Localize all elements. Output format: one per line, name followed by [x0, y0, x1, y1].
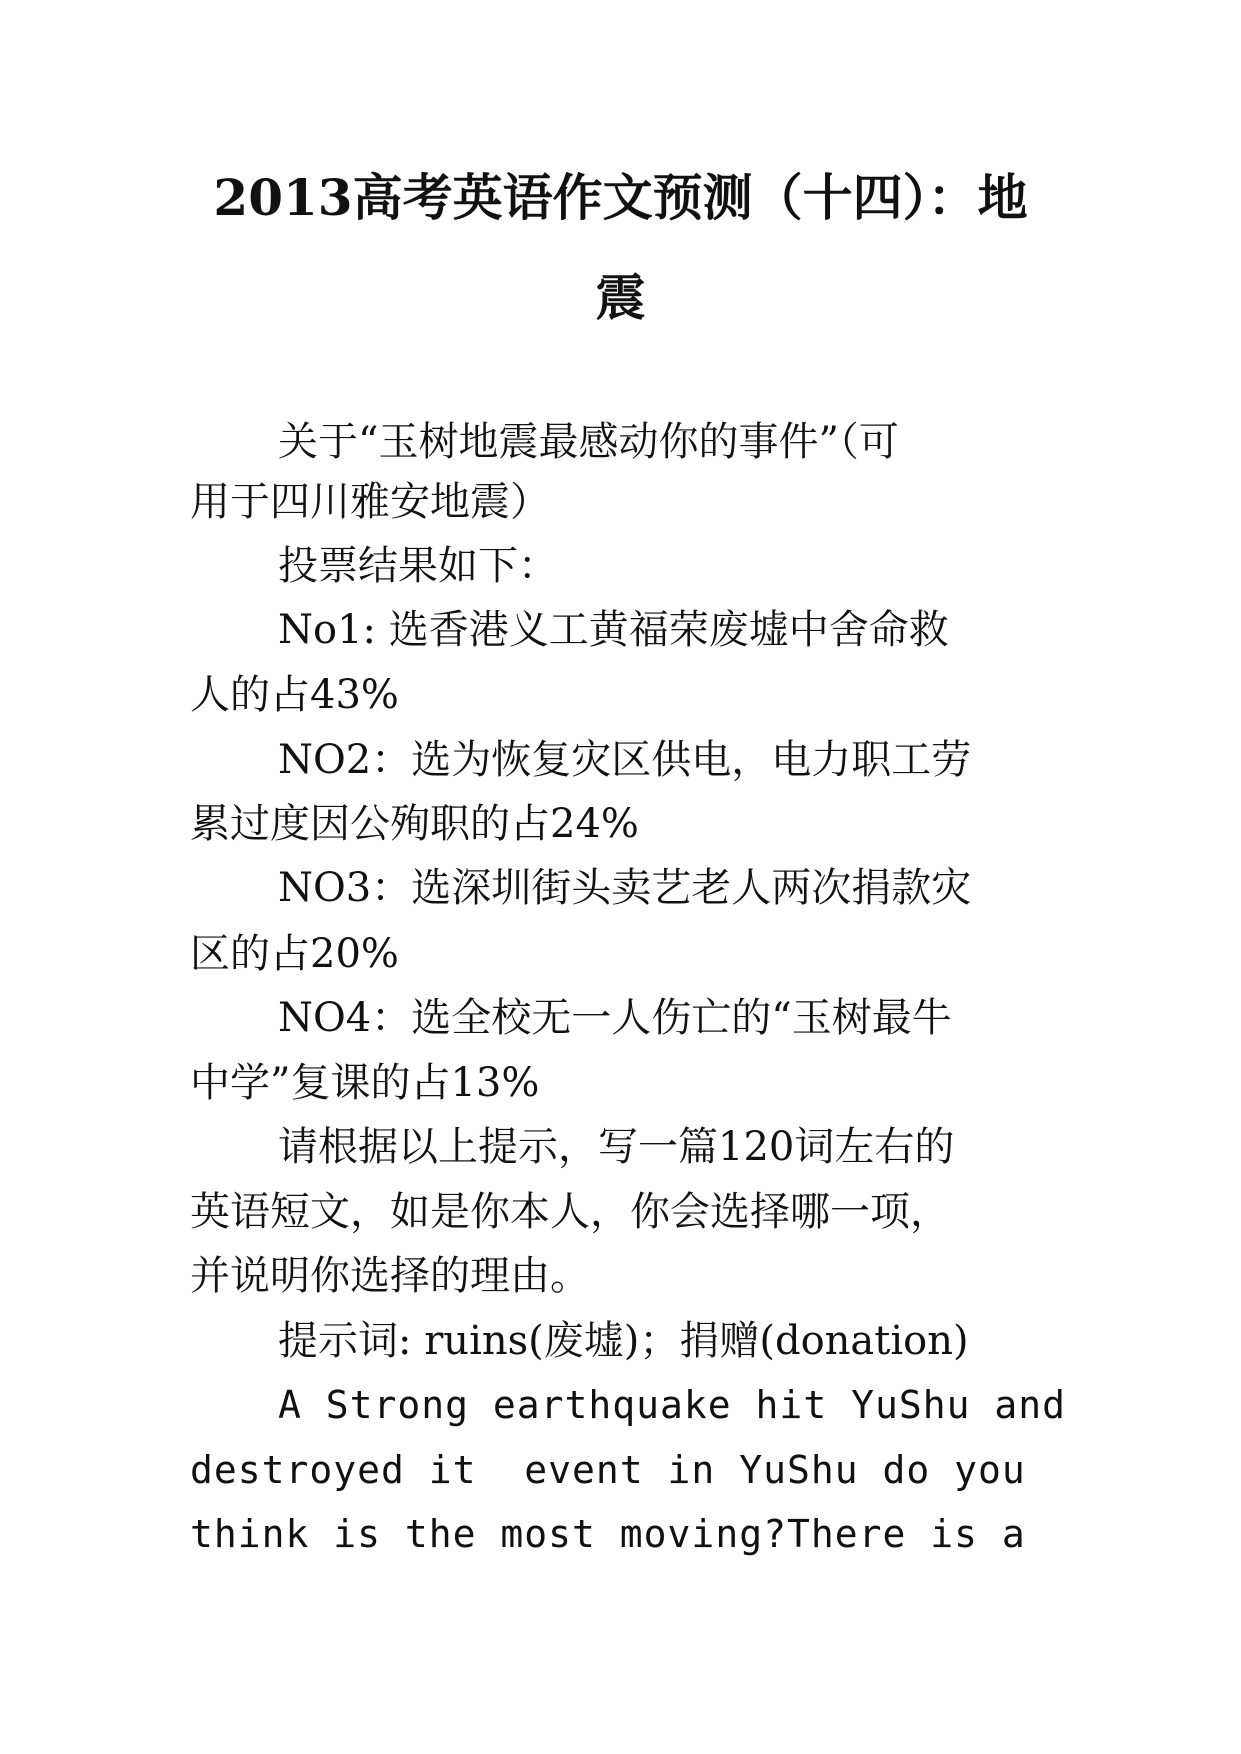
vote-item-3: NO3：选深圳街头卖艺老人两次捐款灾 [278, 865, 972, 911]
vote-item-2: NO2：选为恢复灾区供电，电力职工劳 [278, 737, 972, 783]
vote-item-4-continued: 中学”复课的占13% [190, 1060, 540, 1106]
essay-line-2: destroyed it event in YuShu do you [190, 1448, 1026, 1492]
document-title-continued: 震 [595, 268, 646, 327]
hint-words: 提示词: ruins(废墟)；捐赠(donation) [278, 1318, 969, 1364]
instruction-line: 请根据以上提示，写一篇120词左右的 [278, 1124, 955, 1170]
instruction-line-continued: 英语短文，如是你本人，你会选择哪一项， [190, 1189, 950, 1235]
vote-results-heading: 投票结果如下： [278, 543, 558, 589]
essay-line-3: think is the most moving?There is a [190, 1512, 1026, 1556]
vote-item-2-continued: 累过度因公殉职的占24% [190, 801, 639, 847]
intro-line-continued: 用于四川雅安地震） [190, 479, 550, 525]
essay-line-1: A Strong earthquake hit YuShu and [278, 1383, 1066, 1427]
vote-item-4: NO4：选全校无一人伤亡的“玉树最牛 [278, 995, 952, 1041]
instruction-line-end: 并说明你选择的理由。 [190, 1253, 590, 1299]
vote-item-1: No1: 选香港义工黄福荣废墟中舍命救 [278, 607, 949, 653]
intro-line: 关于“玉树地震最感动你的事件”（可 [278, 419, 899, 465]
vote-item-1-continued: 人的占43% [190, 672, 399, 718]
document-title: 2013高考英语作文预测（十四）：地 [213, 168, 1028, 227]
vote-item-3-continued: 区的占20% [190, 931, 399, 977]
